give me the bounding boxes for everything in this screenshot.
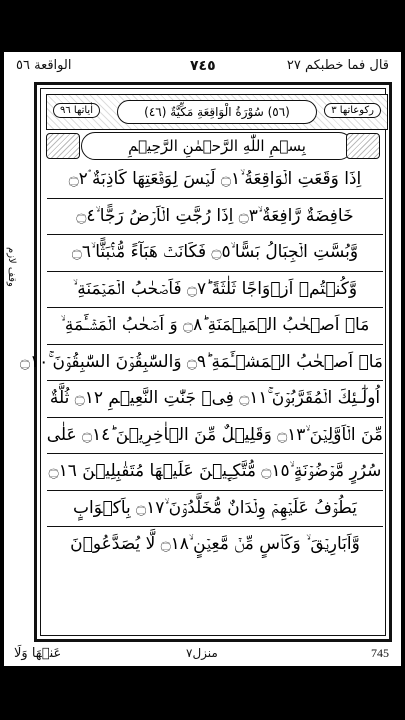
footer-page-number: 745 — [371, 646, 389, 660]
verse-line: اِذَا وَقَعَتِ الۡوَاقِعَةُ ۙ۝١ لَيۡسَ لِوَقۡعَتِهَا كَاذِبَةٌ ۘ۝٢ — [47, 162, 383, 199]
verse-line: وَّكُنۡتُمۡ اَزۡوَاجًا ثَلٰثَةً ؕ۝٧ فَاَصۡحٰبُ الۡمَيۡمَنَةِ ۙ — [47, 272, 383, 309]
page-footer — [4, 644, 401, 666]
verse-line: مِّنَ الۡاَوَّلِيۡنَ ۙ۝١٣ وَقَلِيۡلٌ مِّنَ الۡاٰخِرِيۡنَ ؕ۝١٤ عَلٰى — [47, 418, 383, 455]
quran-page — [4, 52, 401, 666]
sura-reference: الواقعة ٥٦ — [16, 58, 72, 73]
manzil-label: منزل٧ — [186, 646, 218, 660]
page-frame — [20, 82, 392, 642]
verse-line: خَافِضَةٌ رَّافِعَةٌ ۙ۝٣ اِذَا رُجَّتِ الۡاَرۡضُ رَجًّا ۙ۝٤ — [47, 199, 383, 236]
ayat-count: اٰياتها ٩٦ — [53, 103, 100, 118]
page-header — [4, 52, 401, 82]
ornament-right — [346, 133, 380, 159]
header-page-number: ٧٤٥ — [190, 58, 216, 74]
verse-line: مَاۤ اَصۡحٰبُ الۡمَيۡمَنَةِ ؕ۝٨ وَ اَصۡحٰبُ الۡمَشۡـَٔمَةِ ۙ — [47, 308, 383, 345]
sura-title-box — [46, 94, 388, 130]
margin-note: وقف لازم — [6, 247, 17, 287]
verse-line: اُولٰٓـئِكَ الۡمُقَرَّبُوۡنَ ۚ۝١١ فِىۡ جَنّٰتِ النَّعِيۡمِ ۝١٢ ثُلَّةٌ — [47, 381, 383, 418]
catchword: عَنۡهَا وَلَا — [14, 646, 62, 661]
verse-line: وَّبُسَّتِ الۡجِبَالُ بَسًّا ۙ۝٥ فَكَانَتۡ هَبَآءً مُّنۡۢبَثًّا ۙ۝٦ — [47, 235, 383, 272]
ornament-left — [46, 133, 80, 159]
verse-lines — [20, 162, 383, 563]
verse-line: سُرُرٍ مَّوۡضُوۡنَةٍ ۙ۝١٥ مُّتَّكِـِٕيۡنَ عَلَيۡهَا مُتَقٰبِلِيۡنَ ۝١٦ — [47, 454, 383, 491]
ruku-count: رکوعاتها ٣ — [324, 103, 381, 118]
bismillah: بِسۡمِ اللّٰهِ الرَّحۡمٰنِ الرَّحِيۡمِ — [81, 132, 353, 160]
verse-line: يَطُوۡفُ عَلَيۡهِمۡ وِلۡدَانٌ مُّخَلَّدُوۡنَ ۙ۝١٧ بِاَكۡوَابٍ — [47, 491, 383, 528]
juz-reference: قال فما خطبكم ٢٧ — [286, 58, 389, 73]
verse-line: مَاۤ اَصۡحٰبُ الۡمَشۡـَٔمَةِ ؕ۝٩ وَالسّٰبِقُوۡنَ السّٰبِقُوۡنَ ۚ۝١٠ — [47, 345, 383, 382]
verse-line: وَّاَبَارِيۡقَ ۙ وَكَاۡسٍ مِّنۡ مَّعِيۡنٍ ۙ۝١٨ لَّا يُصَدَّعُوۡنَ — [70, 534, 360, 554]
sura-name: (٥٦) سُوْرَةُ الْوَاقِعَةِ مَكِّيَّةٌ (٤٦) — [117, 100, 317, 124]
frame-inner-border — [20, 88, 386, 636]
